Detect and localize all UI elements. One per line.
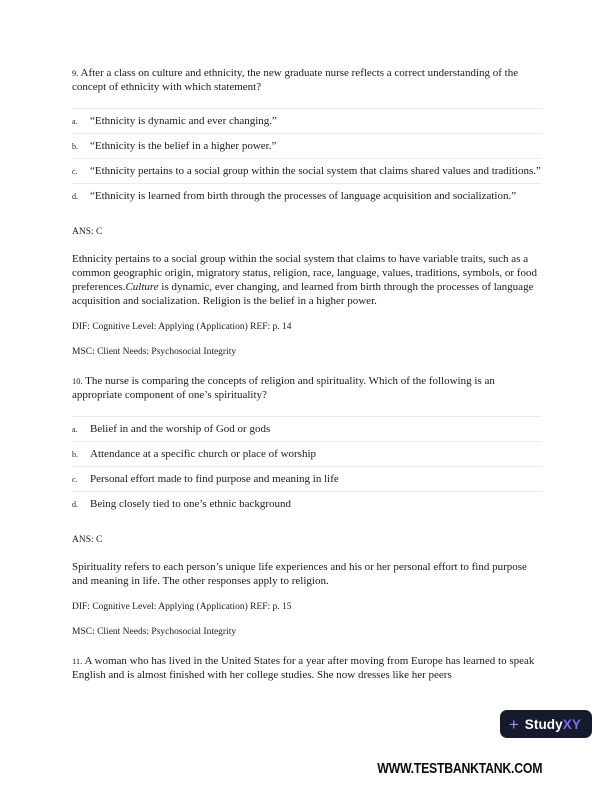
document-page-content xyxy=(72,66,542,682)
answer-option-row xyxy=(72,416,542,441)
rationale-italic-term: Culture xyxy=(125,281,159,293)
question-11-number: 11. xyxy=(72,656,83,666)
rationale-paragraph xyxy=(72,560,542,588)
answer-line: ANS: C xyxy=(72,227,103,237)
option-letter: c. xyxy=(72,167,78,176)
option-letter: b. xyxy=(72,450,78,459)
question-9-options xyxy=(72,108,542,208)
testbanktank-watermark-url: WWW.TESTBANKTANK.COM xyxy=(377,760,542,777)
answer-option-row xyxy=(72,491,542,516)
studyxy-badge[interactable] xyxy=(500,710,592,738)
question-11-text xyxy=(72,654,542,682)
question-10 xyxy=(72,374,542,638)
option-letter: d. xyxy=(72,500,78,509)
question-10-stem: The nurse is comparing the concepts of religion and spirituality. Which of the following is an appropriate component of one’s spirituality? xyxy=(72,375,495,401)
option-letter: b. xyxy=(72,142,78,151)
question-9-text xyxy=(72,66,542,94)
option-letter: a. xyxy=(72,425,78,434)
studyxy-logo-xy: XY xyxy=(562,716,581,732)
question-9-stem: After a class on culture and ethnicity, the new graduate nurse reflects a correct understanding of the concept of ethnicity with which statement? xyxy=(72,67,519,93)
option-text: Personal effort made to find purpose and meaning in life xyxy=(90,473,339,485)
question-11-stem: A woman who has lived in the United States for a year after moving from Europe has learned to speak English and is almost finished with her college studies. She now dresses like her peers xyxy=(72,655,535,681)
rationale-paragraph xyxy=(72,252,542,308)
rationale-text: Spirituality refers to each person’s unique life experiences and his or her personal effort to find purpose and meaning in life. The other responses apply to religion. xyxy=(72,561,527,587)
option-letter: c. xyxy=(72,475,78,484)
option-letter: a. xyxy=(72,117,78,126)
option-text: “Ethnicity pertains to a social group within the social system that claims shared values and traditions.” xyxy=(90,165,541,177)
question-10-text xyxy=(72,374,542,402)
option-text: Attendance at a specific church or place of worship xyxy=(90,448,317,460)
question-9-number: 9. xyxy=(72,68,79,78)
option-text: Belief in and the worship of God or gods xyxy=(90,423,271,435)
question-11 xyxy=(72,654,542,682)
answer-line: ANS: C xyxy=(72,535,103,545)
option-letter: d. xyxy=(72,192,78,201)
question-9 xyxy=(72,66,542,358)
option-text: “Ethnicity is the belief in a higher power.” xyxy=(90,140,277,152)
question-10-options xyxy=(72,416,542,516)
answer-option-row xyxy=(72,183,542,208)
question-10-number: 10. xyxy=(72,376,83,386)
option-text: “Ethnicity is learned from birth through the processes of language acquisition and socialization.” xyxy=(90,190,517,202)
answer-option-row xyxy=(72,158,542,183)
msc-line: MSC: Client Needs: Psychosocial Integrity xyxy=(72,627,237,637)
plus-icon: + xyxy=(508,714,519,734)
answer-option-row xyxy=(72,441,542,466)
rationale-text: Ethnicity pertains to a social group within the social system that claims to have variable traits, such as a common geographic origin, migratory status, religion, race, language, values, traditions, symbols, or food preferences. xyxy=(72,253,537,293)
msc-line: MSC: Client Needs: Psychosocial Integrity xyxy=(72,347,237,357)
option-text: “Ethnicity is dynamic and ever changing.” xyxy=(90,115,277,127)
answer-option-row xyxy=(72,108,542,133)
dif-line: DIF: Cognitive Level: Applying (Application) REF: p. 15 xyxy=(72,602,292,612)
dif-line: DIF: Cognitive Level: Applying (Application) REF: p. 14 xyxy=(72,322,292,332)
option-text: Being closely tied to one’s ethnic background xyxy=(90,498,292,510)
rationale-text: is dynamic, ever changing, and learned from birth through the processes of language acquisition and socialization. Religion is the belief in a higher power. xyxy=(72,281,534,307)
studyxy-logo-study: Study xyxy=(524,716,563,732)
answer-option-row xyxy=(72,133,542,158)
answer-option-row xyxy=(72,466,542,491)
